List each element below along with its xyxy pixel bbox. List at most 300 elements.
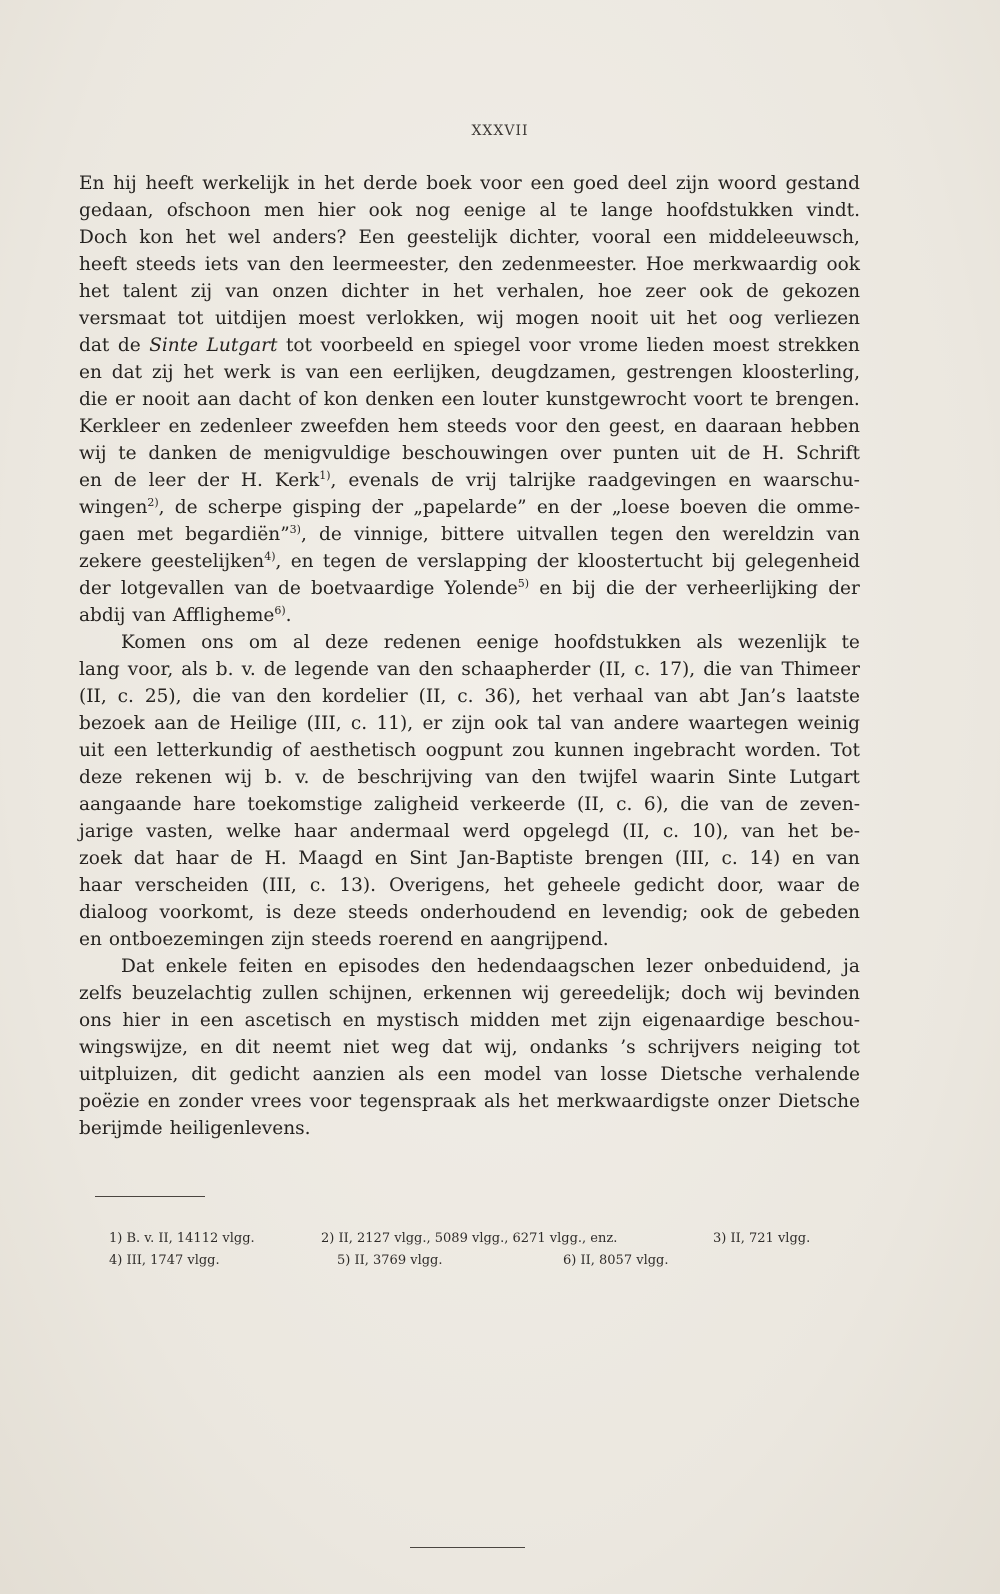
word: brengen	[584, 848, 664, 869]
word: zijn	[675, 173, 710, 194]
word: hem	[397, 416, 439, 437]
footnote-6: 6) II, 8057 vlgg.	[563, 1253, 669, 1268]
word: als	[397, 1064, 425, 1085]
word: enkele	[165, 956, 228, 977]
word: redenen	[383, 632, 462, 653]
word: erkennen	[422, 983, 512, 1004]
word: kunnen	[554, 740, 625, 761]
word: andere	[613, 713, 680, 734]
word: steeds	[348, 902, 409, 923]
word: zij	[190, 281, 213, 302]
word: beuzelachtig	[132, 983, 252, 1004]
word: dat	[111, 362, 143, 383]
word: een	[199, 1010, 234, 1031]
word: kunstgewrocht	[545, 389, 687, 410]
word: bittere	[441, 524, 505, 545]
word: aanzien	[312, 1064, 386, 1085]
word: al	[539, 200, 557, 221]
footnote-2: 2) II, 2127 vlgg., 5089 vlgg., 6271 vlgg., enz.	[321, 1231, 618, 1246]
text-line	[79, 899, 860, 926]
text-line	[79, 224, 860, 251]
word: gedaan,	[79, 200, 154, 221]
word: Kerkleer	[79, 416, 160, 437]
text-line	[79, 575, 860, 602]
word: spiegel	[453, 335, 521, 356]
word: lang	[79, 659, 120, 680]
word: en	[539, 578, 563, 599]
word: den	[531, 767, 567, 788]
word: lezer	[646, 956, 693, 977]
word: voor,	[127, 659, 174, 680]
text-line	[79, 953, 860, 980]
word: hier	[317, 200, 356, 221]
word: met	[136, 524, 173, 545]
word: en	[536, 497, 560, 518]
word: als	[696, 632, 723, 653]
word: beschou-	[776, 1010, 860, 1031]
word: iets	[204, 254, 239, 275]
word: weg	[391, 1037, 430, 1058]
word: dat	[441, 1037, 473, 1058]
word: punten	[612, 443, 679, 464]
word: b.	[264, 767, 283, 788]
word: vrees	[250, 1091, 302, 1112]
word: zij	[152, 362, 174, 383]
text-line	[79, 359, 860, 386]
word: den	[418, 659, 454, 680]
word: der	[371, 497, 404, 518]
text-line	[79, 170, 860, 197]
word: strekken	[777, 335, 860, 356]
word: tot	[177, 308, 204, 329]
word: werkelijk	[202, 173, 289, 194]
word: omme-	[796, 497, 860, 518]
word: (III,	[261, 875, 297, 896]
word: het	[503, 875, 535, 896]
word: de	[431, 470, 454, 491]
word: voor	[309, 1091, 352, 1112]
word: (II,	[418, 686, 447, 707]
word: het	[185, 227, 216, 248]
word: die	[79, 389, 108, 410]
word: zaligheid	[373, 794, 459, 815]
word: de	[746, 281, 769, 302]
word: de	[278, 578, 301, 599]
word: Lutgart	[206, 335, 278, 356]
word: die	[605, 578, 635, 599]
word: zijn	[597, 1010, 632, 1031]
text-line	[79, 845, 860, 872]
word: brengen.	[775, 389, 860, 410]
word: goed	[572, 173, 619, 194]
word: zweefden	[300, 416, 390, 437]
word: in	[297, 173, 316, 194]
word: moest	[298, 308, 355, 329]
word: zedenleer	[199, 416, 292, 437]
word: moest	[712, 335, 770, 356]
word: en	[791, 848, 815, 869]
word: den	[289, 254, 325, 275]
word: dit	[191, 1064, 217, 1085]
word: eigenaardige	[642, 1010, 766, 1031]
word: zonder	[178, 1091, 243, 1112]
word: begardiën”$^{3)}$,	[185, 522, 307, 545]
word: dichter	[341, 281, 409, 302]
word: en	[79, 470, 102, 491]
word: scherpe	[207, 497, 283, 518]
word: H.	[762, 443, 785, 464]
word: de	[263, 659, 287, 680]
word: of	[282, 740, 301, 761]
word: verhalen,	[496, 281, 585, 302]
text-line	[79, 197, 860, 224]
word: zijn	[271, 929, 305, 950]
word: van	[570, 713, 605, 734]
word: en	[342, 1010, 366, 1031]
word: die	[757, 497, 787, 518]
word: in	[421, 281, 440, 302]
word: tegen	[322, 551, 376, 572]
word: het	[532, 686, 563, 707]
word: oog	[728, 308, 763, 329]
word: dialoog	[79, 902, 148, 923]
word: ontboezemingen	[108, 929, 265, 950]
word: (II,	[576, 794, 605, 815]
word: lotgevallen	[120, 578, 225, 599]
word: al	[292, 632, 310, 653]
word: haar	[175, 848, 219, 869]
word: c.	[350, 713, 368, 734]
word: geest,	[608, 416, 666, 437]
word: Tot	[830, 740, 860, 761]
text-line	[79, 764, 860, 791]
word: een	[662, 227, 697, 248]
word: zedenmeester.	[501, 254, 638, 275]
word: aesthetisch	[309, 740, 417, 761]
word: Hoe	[645, 254, 685, 275]
word: voort	[693, 389, 743, 410]
word: aangrijpend.	[489, 929, 609, 950]
word: poëzie	[79, 1091, 140, 1112]
word: aangaande	[79, 794, 182, 815]
word: haar	[293, 821, 337, 842]
word: zoek	[79, 848, 123, 869]
word: der	[536, 551, 569, 572]
word: vooral	[592, 227, 651, 248]
text-line	[79, 1061, 860, 1088]
text-line	[79, 521, 860, 548]
word: zullen	[262, 983, 319, 1004]
text-line	[79, 602, 860, 629]
word: en	[79, 362, 102, 383]
word: wij	[224, 767, 253, 788]
word: kordelier	[322, 686, 408, 707]
word: aan	[197, 389, 232, 410]
word: de	[727, 443, 751, 464]
word: met	[550, 1010, 587, 1031]
word: de	[385, 551, 409, 572]
word: en	[79, 929, 102, 950]
word: onzen	[272, 281, 328, 302]
word: schrijvers	[647, 1037, 740, 1058]
text-line	[79, 305, 860, 332]
word: haar	[79, 875, 122, 896]
word: de	[174, 497, 198, 518]
word: de	[113, 470, 137, 491]
word: „papelarde”	[413, 497, 527, 518]
word: 13).	[339, 875, 376, 896]
word: de	[765, 794, 789, 815]
word: een	[113, 740, 148, 761]
word: ’s	[620, 1037, 636, 1058]
word: in	[171, 1010, 189, 1031]
word: zelfs	[79, 983, 122, 1004]
word: Kerk$^{1)}$,	[274, 468, 337, 491]
word: van	[554, 1064, 588, 1085]
text-line	[79, 683, 860, 710]
end-rule	[410, 1547, 525, 1548]
word: Dat	[121, 956, 155, 977]
text-line	[79, 386, 860, 413]
word: Doch	[79, 227, 128, 248]
text-line	[79, 1007, 860, 1034]
word: ons	[79, 1010, 112, 1031]
word: voorkomt,	[159, 902, 255, 923]
word: hare	[193, 794, 236, 815]
word: verslapping	[417, 551, 528, 572]
word: Dietsche	[660, 1064, 743, 1085]
footnote-1: 1) B. v. II, 14112 vlgg.	[109, 1231, 255, 1246]
word: tot	[833, 1037, 860, 1058]
word: voor	[529, 335, 571, 356]
word: wij	[736, 983, 764, 1004]
word: steeds	[135, 254, 196, 275]
word: den	[276, 686, 312, 707]
word: het	[686, 308, 717, 329]
word: ook	[368, 200, 403, 221]
text-line	[79, 548, 860, 575]
word: en	[290, 551, 314, 572]
word: Yolende$^{5)}$	[444, 576, 530, 599]
word: van	[232, 686, 266, 707]
word: wezenlijk	[738, 632, 827, 653]
word: hij	[113, 173, 137, 194]
word: er	[115, 389, 135, 410]
word: gaen	[79, 524, 125, 545]
word: om	[248, 632, 278, 653]
word: laatste	[796, 686, 860, 707]
word: 10),	[691, 821, 729, 842]
word: dichter,	[509, 227, 581, 248]
word: weinig	[797, 713, 860, 734]
word: eerlijken,	[392, 362, 482, 383]
word: hier	[122, 1010, 161, 1031]
page-number: XXXVII	[471, 123, 529, 139]
word: schaapherder	[461, 659, 591, 680]
word: ja	[843, 956, 860, 977]
word: en	[567, 902, 591, 923]
word: boetvaardige	[311, 578, 435, 599]
word: deel	[627, 173, 668, 194]
word: episodes	[338, 956, 420, 977]
word: welke	[226, 821, 282, 842]
text-line	[79, 980, 860, 1007]
text-line	[79, 926, 860, 953]
text-line	[79, 332, 860, 359]
word: en	[422, 335, 446, 356]
word: ons	[201, 632, 234, 653]
word: van	[234, 578, 268, 599]
word: hoofdstukken	[554, 632, 682, 653]
word: het	[324, 173, 355, 194]
word: uitpluizen,	[79, 1064, 179, 1085]
word: de	[117, 335, 141, 356]
word: het	[183, 362, 214, 383]
word: als	[181, 659, 208, 680]
word: Thimeer	[781, 659, 860, 680]
word: c.	[309, 875, 327, 896]
word: gedicht	[633, 875, 705, 896]
word: wij,	[484, 1037, 518, 1058]
word: mystisch	[376, 1010, 459, 1031]
word: verkeerde	[470, 794, 566, 815]
word: het	[518, 1091, 549, 1112]
word: c.	[457, 686, 474, 707]
word: Lutgart	[789, 767, 860, 788]
word: talent	[122, 281, 178, 302]
word: werk	[223, 362, 271, 383]
word: zekere	[79, 551, 142, 572]
word: feiten	[238, 956, 293, 977]
word: b.	[215, 659, 234, 680]
word: geestelijken$^{4)}$,	[150, 549, 282, 572]
word: schijnen,	[328, 983, 413, 1004]
word: Affligheme$^{6)}$.	[172, 603, 292, 626]
word: dat	[79, 335, 110, 356]
word: van	[247, 254, 281, 275]
footnote-5: 5) II, 3769 vlgg.	[337, 1253, 443, 1268]
word: den	[675, 524, 711, 545]
word: een	[349, 362, 383, 383]
word: zijn	[451, 713, 485, 734]
word: waarin	[650, 767, 715, 788]
word: uitdijen	[215, 308, 287, 329]
text-line	[79, 278, 860, 305]
word: (II,	[622, 821, 650, 842]
word: Sint	[409, 848, 448, 869]
word: zeer	[645, 281, 686, 302]
word: Dietsche	[778, 1091, 860, 1112]
word: oogpunt	[425, 740, 503, 761]
word: nooit	[590, 308, 639, 329]
word: twijfel	[578, 767, 638, 788]
word: de	[745, 902, 768, 923]
word: verhaal	[573, 686, 644, 707]
word: verscheiden	[134, 875, 249, 896]
word: woord	[717, 173, 777, 194]
word: vasten,	[146, 821, 214, 842]
word: tal	[537, 713, 562, 734]
word: evenals	[348, 470, 420, 491]
word: v.	[295, 767, 310, 788]
word: 17),	[658, 659, 696, 680]
word: nog	[415, 200, 451, 221]
text-line	[79, 737, 860, 764]
word: model	[483, 1064, 542, 1085]
word: en	[728, 470, 752, 491]
word: en	[460, 929, 483, 950]
word: deze	[293, 902, 337, 923]
word: danken	[148, 443, 218, 464]
word: c.	[634, 659, 651, 680]
word: verliezen	[774, 308, 860, 329]
word: nooit	[142, 389, 190, 410]
word: er	[422, 713, 443, 734]
word: middeleeuwsch,	[708, 227, 860, 248]
word: der	[569, 497, 602, 518]
word: te	[569, 200, 589, 221]
word: jarige	[79, 821, 134, 842]
word: ook	[700, 902, 734, 923]
footnote-3: 3) II, 721 vlgg.	[713, 1231, 811, 1246]
word: waartegen	[688, 713, 789, 734]
word: het	[453, 281, 484, 302]
word: merkwaardig	[692, 254, 818, 275]
word: ook	[699, 281, 733, 302]
text-line	[79, 656, 860, 683]
text-line	[79, 872, 860, 899]
word: zeven-	[799, 794, 860, 815]
word: van	[485, 767, 519, 788]
text-line	[79, 1034, 860, 1061]
word: hoofdstukken	[666, 200, 794, 221]
word: die	[680, 794, 710, 815]
word: ofschoon	[166, 200, 251, 221]
word: der	[79, 578, 111, 599]
word: (III,	[306, 713, 342, 734]
word: c.	[117, 686, 134, 707]
word: (III,	[674, 848, 710, 869]
word: gisping	[292, 497, 362, 518]
word: bezoek	[79, 713, 145, 734]
word: wij	[79, 443, 107, 464]
word: 11),	[376, 713, 414, 734]
word: ingebracht	[633, 740, 736, 761]
word: raadgevingen	[587, 470, 717, 491]
word: uit	[649, 308, 676, 329]
word: menigvuldige	[263, 443, 391, 464]
word: merkwaardigste	[556, 1091, 710, 1112]
word: het	[787, 821, 819, 842]
word: Heilige	[229, 713, 298, 734]
word: beschouwingen	[402, 443, 549, 464]
word: van	[720, 794, 754, 815]
text-line	[79, 251, 860, 278]
word: eenige	[476, 632, 539, 653]
word: kon	[323, 389, 358, 410]
text-line	[79, 413, 860, 440]
word: tot	[285, 335, 312, 356]
word: anders?	[272, 227, 347, 248]
word: over	[559, 443, 602, 464]
body-text	[79, 170, 860, 1142]
word: den	[458, 254, 493, 275]
word: en	[673, 416, 697, 437]
word: toekomstige	[247, 794, 363, 815]
word: Komen	[121, 632, 186, 653]
word: ondanks	[529, 1037, 609, 1058]
footnote-rule	[95, 1196, 205, 1197]
